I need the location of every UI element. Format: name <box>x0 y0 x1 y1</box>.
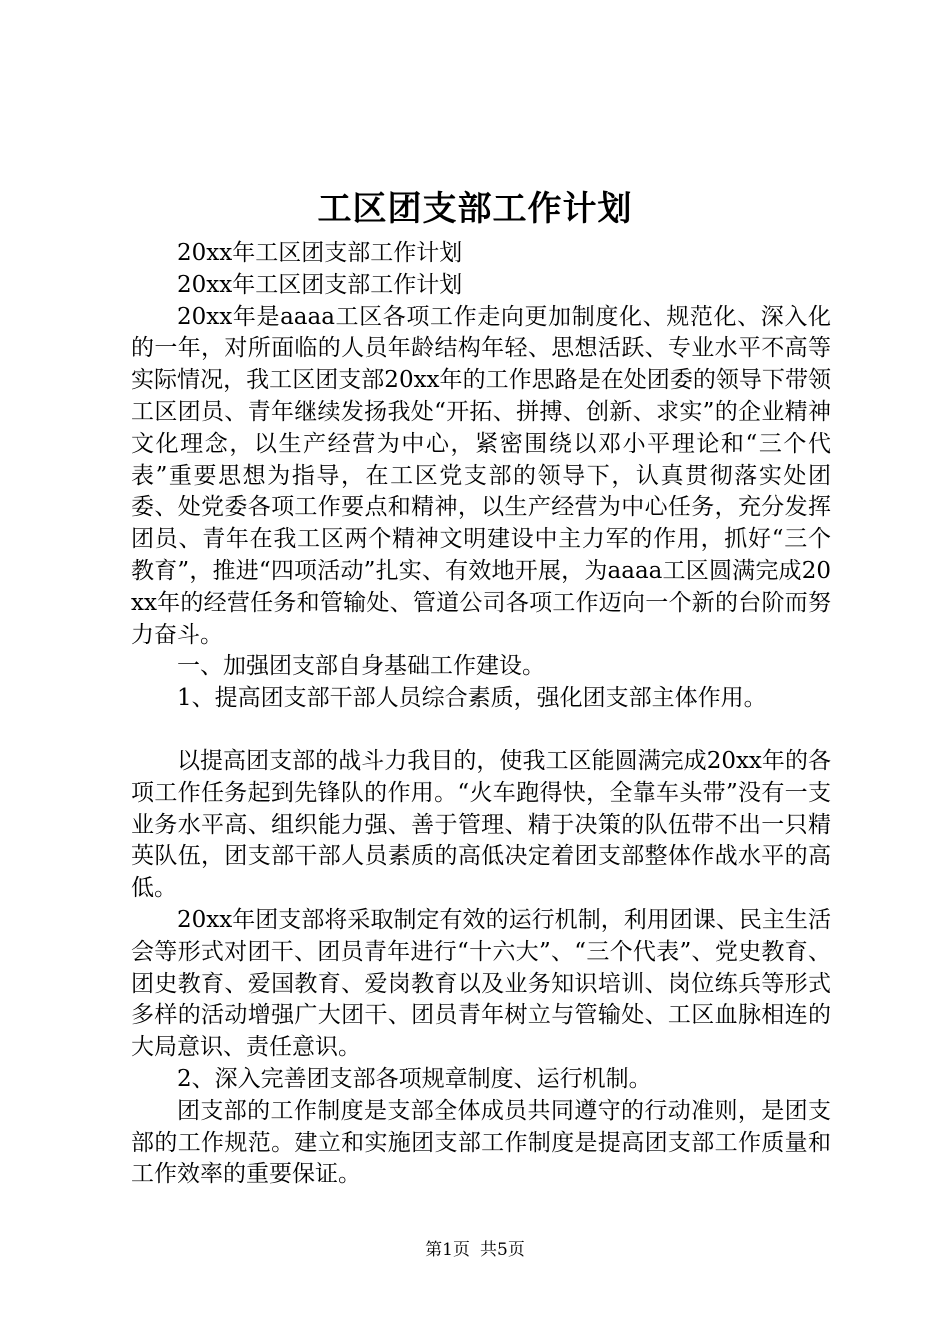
document-body <box>131 238 831 1191</box>
page-number: 第1页 <box>425 1240 470 1260</box>
paragraph-team-quality: 以提高团支部的战斗力我目的，使我工区能圆满完成20xx年的各项工作任务起到先锋队的作用。“火车跑得快，全靠车头带”没有一支业务水平高、组织能力强、善于管理、精于决策的队伍带不出一只精英队伍，团支部干部人员素质的高低决定着团支部整体作战水平的高低。 <box>131 747 831 902</box>
section-heading-1: 一、加强团支部自身基础工作建设。 <box>177 653 545 680</box>
paragraph-subtitle-2: 20xx年工区团支部工作计划 <box>177 271 463 298</box>
paragraph-intro: 20xx年是aaaa工区各项工作走向更加制度化、规范化、深入化的一年，对所面临的人员年龄结构年轻、思想活跃、专业水平不高等实际情况，我工区团支部20xx年的工作思路是在处团委的领导下带领工区团员、青年继续发扬我处“开拓、拼搏、创新、求实”的企业精神文化理念，以生产经营为中心，紧密围绕以邓小平理论和“三个代表”重要思想为指导，在工区党支部的领导下，认真贯彻落实处团委、处党委各项工作要点和精神，以生产经营为中心任务，充分发挥团员、青年在我工区两个精神文明建设中主力军的作用，抓好“三个教育”，推进“四项活动”扎实、有效地开展，为aaaa工区圆满完成20xx年的经营任务和管输处、管道公司各项工作迈向一个新的台阶而努力奋斗。 <box>131 303 831 648</box>
paragraph-mechanism: 20xx年团支部将采取制定有效的运行机制，利用团课、民主生活会等形式对团干、团员青年进行“十六大”、“三个代表”、党史教育、团史教育、爱国教育、爱岗教育以及业务知识培训、岗位练兵等形式多样的活动增强广大团干、团员青年树立与管输处、工区血脉相连的大局意识、责任意识。 <box>131 906 831 1061</box>
document-title: 工区团支部工作计划 <box>317 189 633 229</box>
paragraph-subtitle-1: 20xx年工区团支部工作计划 <box>177 240 463 266</box>
page-footer <box>0 1238 950 1262</box>
subsection-heading-2: 2、深入完善团支部各项规章制度、运行机制。 <box>177 1065 652 1092</box>
paragraph-work-rules: 团支部的工作制度是支部全体成员共同遵守的行动准则，是团支部的工作规范。建立和实施团支部工作制度是提高团支部工作质量和工作效率的重要保证。 <box>131 1097 831 1188</box>
subsection-heading-1: 1、提高团支部干部人员综合素质，强化团支部主体作用。 <box>177 685 767 712</box>
page-total: 共5页 <box>480 1240 525 1260</box>
